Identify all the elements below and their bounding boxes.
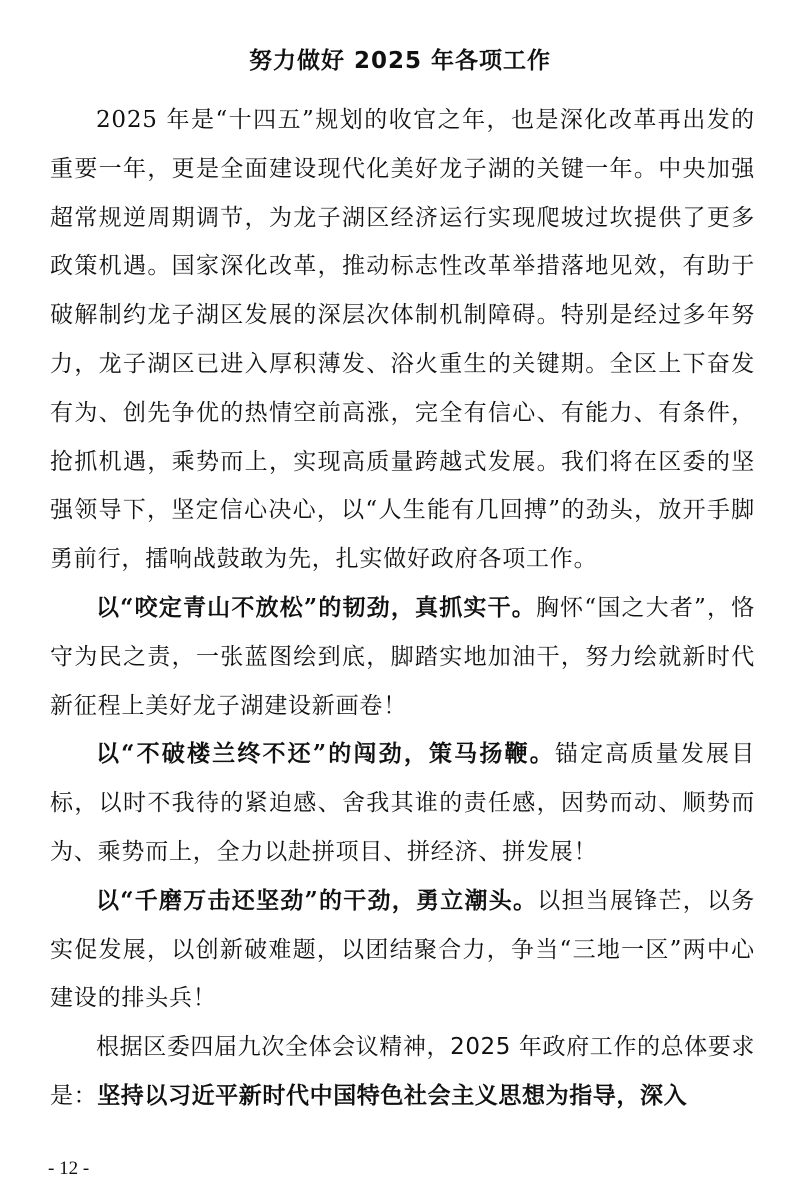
page-number: - 12 -: [48, 1158, 90, 1179]
paragraph-lead: 以“千磨万击还坚劲”的干劲，勇立潮头。: [96, 886, 538, 914]
paragraph-text: 2025 年是“十四五”规划的收官之年，也是深化改革再出发的重要一年，更是全面建设现代化美好龙子湖的关键一年。中央加强超常规逆周期调节，为龙子湖区经济运行实现爬坡过坎提供了更多政策机遇。国家深化改革，推动标志性改革举措落地见效，有助于破解制约龙子湖区发展的深层次体制机制障碍。特别是经过多年努力，龙子湖区已进入厚积薄发、浴火重生的关键期。全区上下奋发有为、创先争优的热情空前高涨，完全有信心、有能力、有条件，抢抓机遇，乘势而上，实现高质量跨越式发展。我们将在区委的坚强领导下，坚定信心决心，以“人生能有几回搏”的劲头，放开手脚勇前行，擂响战鼓敢为先，扎实做好政府各项工作。: [50, 107, 755, 573]
paragraph-courage: [50, 730, 755, 876]
document-body: [50, 96, 755, 1121]
paragraph-lead: 以“咬定青山不放松”的韧劲，真抓实干。: [96, 593, 536, 621]
paragraph-text: 锚定高质量发展目标，以时不我待的紧迫感、舍我其谁的责任感，因势而动、顺势而为、乘势而上，全力以赴拼项目、拼经济、拼发展！: [50, 741, 755, 865]
paragraph-text: 根据区委四届九次全体会议精神，2025 年政府工作的总体要求是：坚持以习近平新时代中国特色社会主义思想为指导，深入: [50, 1034, 755, 1109]
paragraph-intro: [50, 96, 755, 584]
paragraph-text: 胸怀“国之大者”，恪守为民之责，一张蓝图绘到底，脚踏实地加油干，努力绘就新时代新征程上美好龙子湖建设新画卷！: [50, 594, 755, 719]
paragraph-text: 以担当展锋芒，以务实促发展，以创新破难题，以团结聚合力，争当“三地一区”两中心建设的排头兵！: [50, 887, 755, 1012]
paragraph-drive: [50, 877, 755, 1023]
paragraph-requirements: [50, 1023, 755, 1121]
paragraph-perseverance: [50, 584, 755, 730]
document-title: 努力做好 2025 年各项工作: [248, 48, 552, 74]
paragraph-lead: 以“不破楼兰终不还”的闯劲，策马扬鞭。: [96, 740, 555, 768]
